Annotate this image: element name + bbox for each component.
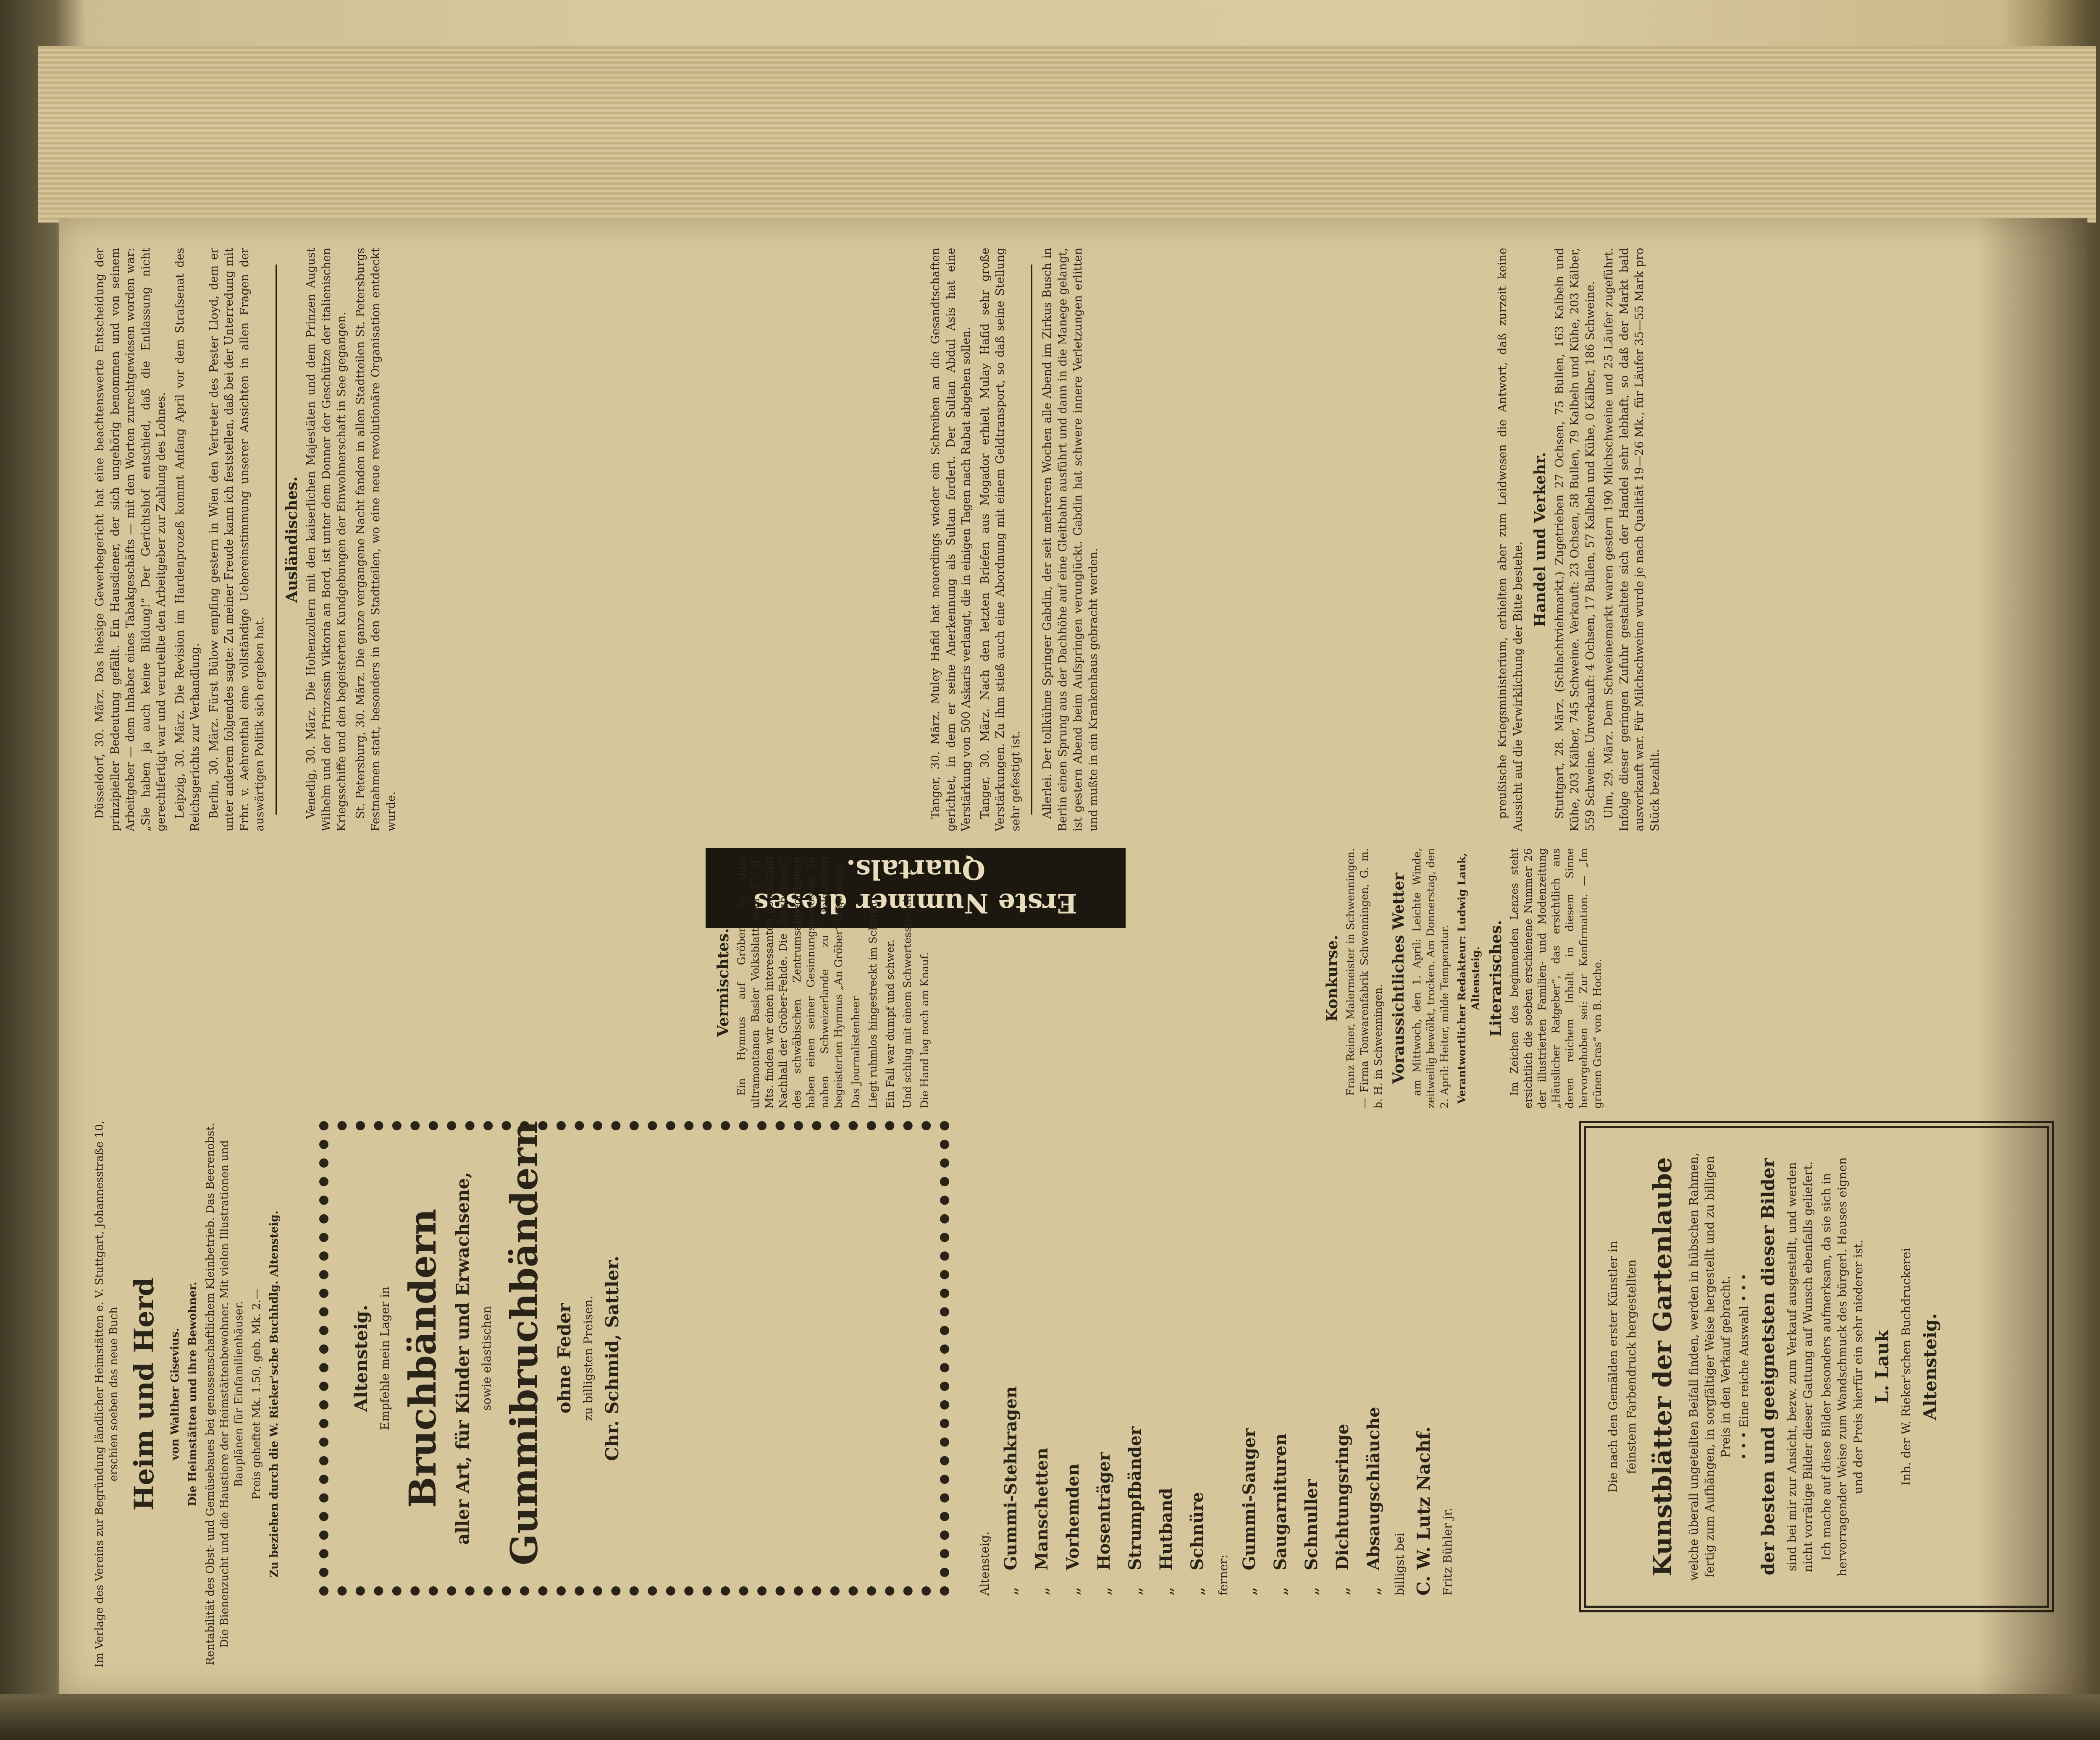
banner-text: Erste Nummer dieses Quartals. bbox=[753, 854, 1078, 919]
ad-line: welche überall ungeteilten Beifall finden, werden in hübschen Rahmen, fertig zum Aufhängen, in sorgfältiger Weise hergestellt und zu billigen Preis in den Verkauf gebracht. bbox=[1687, 1153, 1732, 1581]
ad-line: von Walther Gisevius. bbox=[169, 1328, 181, 1460]
ad-line: Rentabilität des Obst- und Gemüsebaues bei genossenschaftlichem Kleinbetrieb. Das Beerenobst. Die Bienenzucht und die Haustiere der Heimstättenbewohner. Mit vielen Illustrationen und Bauplänen für Einfamilienhäuser. bbox=[204, 1123, 245, 1665]
ad-line: feinstem Farbendruck hergestellten bbox=[1625, 1259, 1638, 1474]
redakteur-line: Verantwortlicher Redakteur: Ludwig Lauk, Altensteig. bbox=[1456, 852, 1482, 1104]
article-tanger-2: Tanger, 30. März. Nach den letzten Briefen aus Mogador erhielt Mulay Hafid sehr große Verstärkungen. Zu ihm stieß auch eine Abordnung mit einem Geldtransport, so daß seine Stellung sehr gefestigt ist. bbox=[978, 248, 1022, 831]
heading-vermischtes: Vermischtes. bbox=[714, 928, 732, 1037]
article-tanger-1: Tanger, 30. März. Muley Hafid hat neuerdings wieder ein Schreiben an die Gesandtschaften gerichtet, in dem er seine Anerkennung als Sultan fordert. Der Sultan Abdul Asis hat eine Verstärkung von 500 Askaris verlangt, die in einigen Tagen nach Rabat abgehen sollen. bbox=[929, 248, 973, 831]
ad-line: billigst bei bbox=[1393, 1533, 1407, 1596]
ad-merchant: Chr. Schmid, Sattler. bbox=[602, 1255, 622, 1461]
article-allerlei: Allerlei. Der tollkühne Springer Gabdin, der seit mehreren Wochen alle Abend im Zirkus Busch in Berlin einen Sprung aus der Dachhöhe auf eine Gleitbahn ausführt und dann in die Manege gelangt, ist gestern Abend beim Aufspringen verunglückt. Gabdin hat schwere innere Verletzungen erlitten und mußte in ein Krankenhaus gebracht werden. bbox=[1041, 248, 1100, 831]
list-item: „Hosenträger bbox=[1094, 1452, 1114, 1596]
ad-line: ohne Feder bbox=[554, 1303, 575, 1414]
ad-owner: Fritz Bühler jr. bbox=[1441, 1507, 1454, 1596]
ad-merchant: C. W. Lutz Nachf. bbox=[1413, 1426, 1434, 1596]
heading-auslaendisches: Ausländisches. bbox=[283, 476, 301, 603]
heading-literarisches: Literarisches. bbox=[1487, 920, 1505, 1037]
article-duesseldorf: Düsseldorf, 30. März. Das hiesige Gewerbegericht hat eine beachtenswerte Entscheidung der prinzipieller Bedeutung gefällt. Ein Hausdiener, der sich ungehörig benommen und von seinem Arbeitgeber — dem Inhaber eines Tabakgeschäfts — mit den Worten zurechtgewiesen worden war: „Sie haben ja auch keine Bildung!“ Der Gerichtshof entschied, daß die Entlassung nicht gerechtfertigt war und verurteilte den Arbeitgeber zur Zahlung des Lohnes. bbox=[93, 248, 168, 831]
ad-gummi bbox=[966, 1121, 1567, 1612]
ad-line: Ich mache auf diese Bilder besonders aufmerksam, da sie sich in hervorragender Weise zum Wandschmuck des bürgerl. Hauses eignen und der Preis hierfür ein sehr niederer ist. bbox=[1819, 1157, 1865, 1576]
article-stuttgart: Stuttgart, 28. März. (Schlachtviehmarkt.) Zugetrieben 27 Ochsen, 75 Bullen, 163 Kalbeln und Kühe, 203 Kälber, 745 Schweine. Verkauft: 23 Ochsen, 58 Bullen, 79 Kalbeln und Kühe, 203 Kälber, 559 Schweine. Unverkauft: 4 Ochsen, 17 Bullen, 57 Kalbeln und Kühe, 0 Kälber, 186 Schweine. bbox=[1553, 248, 1597, 831]
ad-headline: Heim und Herd bbox=[129, 1277, 160, 1511]
ad-line: zu billigsten Preisen. bbox=[581, 1295, 595, 1421]
article-petersburg: St. Petersburg, 30. März. Die ganze vergangene Nacht fanden in allen Stadtteilen St. Petersburgs Festnahmen statt, besonders in den Stadtteilen, wo eine neue revolutionäre Organisation entdeckt wurde. bbox=[354, 248, 398, 831]
heading-konkurse: Konkurse. bbox=[1323, 935, 1341, 1022]
article-wetter: am Mittwoch, den 1. April: Leichte Winde, zeitweilig bewölkt, trocken. Am Donnerstag, den 2. April: Heiter, milde Temperatur. bbox=[1411, 848, 1451, 1108]
list-item: „Gummi-Stehkragen bbox=[1001, 1386, 1021, 1596]
list-item: „Hutband bbox=[1156, 1488, 1176, 1596]
ad-line: sind bei mir zur Ansicht, bezw. zum Verkauf ausgestellt, und werden nicht vorrätige Bilder dieser Gattung auf Wunsch ebenfalls geliefert. bbox=[1785, 1161, 1815, 1572]
poem-line: Und schlug mit einem Schwertesstreich bbox=[901, 895, 914, 1108]
list-item: „Vorhemden bbox=[1063, 1463, 1083, 1596]
heading-wetter: Voraussichtliches Wetter bbox=[1390, 873, 1407, 1084]
ad-line: Inh. der W. Rieker'schen Buchdruckerei bbox=[1899, 1248, 1913, 1486]
column-2 bbox=[928, 248, 1474, 831]
ad-merchant: L. Lauk bbox=[1872, 1330, 1893, 1404]
ad-line: Zu beziehen durch die W. Rieker'sche Buchhdlg. Altensteig. bbox=[268, 1211, 281, 1578]
ad-line: aller Art, für Kinder und Erwachsene, bbox=[452, 1171, 473, 1545]
list-item: „Absaugschläuche bbox=[1364, 1407, 1383, 1596]
poem-line: Liegt ruhmlos hingestreckt im Schacht; bbox=[867, 897, 879, 1108]
heading-handel: Handel und Verkehr. bbox=[1531, 452, 1549, 627]
ad-headline: Kunstblätter der Gartenlaube bbox=[1648, 1157, 1677, 1577]
list-item: „Gummi-Sauger bbox=[1239, 1428, 1259, 1596]
article-gröber: Ein Hymnus auf Gröber. In dem ultramontanen Basler Volksblatt vom 27. d. Mts. finden wir einen interessanten poetischen Nachhall der Gröber-Fehde. Die „Saubengels“ des schwäbischen Zentrumsabgeordneten haben einen seiner Gesinnungsgenossen in nahen Schweizerlande zu folgendem begeisterten Hymnus „An Gröber“ begeistert: bbox=[735, 857, 845, 1108]
ad-town: Altensteig. bbox=[351, 1305, 371, 1412]
article-leipzig: Leipzig, 30. März. Die Revision im Hardenprozeß kommt Anfang April vor dem Strafsenat des Reichsgerichts zur Verhandlung. bbox=[173, 248, 202, 831]
ad-bruchbaender bbox=[319, 1121, 949, 1596]
ad-line: Die Heimstätten und ihre Bewohner. bbox=[186, 1281, 199, 1507]
list-item: „Saugarnituren bbox=[1270, 1433, 1290, 1596]
list-item: „Schnüre bbox=[1187, 1491, 1207, 1596]
ad-town: Altensteig. bbox=[1920, 1313, 1940, 1420]
ad-headline: Bruchbändern bbox=[401, 1208, 444, 1508]
ad-heim-und-herd bbox=[92, 1117, 311, 1671]
list-item: „Schnuller bbox=[1302, 1479, 1321, 1596]
poem-line: Ein Fall war dumpf und schwer. bbox=[884, 939, 896, 1108]
list-item: „Manschetten bbox=[1032, 1447, 1052, 1596]
ad-line: sowie elastischen bbox=[480, 1306, 494, 1411]
column-5 bbox=[1319, 848, 2054, 1108]
book-bottom-edge bbox=[0, 1694, 2100, 1740]
ad-line: Die nach den Gemälden erster Künstler in bbox=[1606, 1241, 1620, 1493]
column-4 bbox=[1495, 248, 2054, 831]
article-berlin: Berlin, 30. März. Fürst Bülow empfing gestern in Wien den Vertreter des Pester Lloyd, dem er unter anderem folgendes sagte: Zu meiner Freude kann ich feststellen, daß bei der Unterredung mit Frhr. v. Aehrenthal eine vollständige Uebereinstimmung unserer Ansichten in allen Fragen der auswärtigen Politik sich ergeben hat. bbox=[207, 248, 266, 831]
list-item: „Strumpfbänder bbox=[1125, 1426, 1145, 1596]
newspaper-page bbox=[59, 218, 2087, 1696]
ad-line: ferner: bbox=[1216, 1554, 1230, 1596]
article-konkurse: Franz Reiner, Malermeister in Schwenningen. — Firma Tonwarenfabrik Schwenningen, G. m. b. H. in Schwenningen. bbox=[1344, 848, 1384, 1108]
ad-line: Empfehle mein Lager in bbox=[378, 1286, 392, 1431]
divider bbox=[1031, 265, 1032, 815]
ad-town: Altensteig. bbox=[978, 1531, 992, 1596]
divider bbox=[276, 265, 277, 815]
book-gutter-shadow bbox=[1978, 218, 2087, 1696]
rotated-content bbox=[59, 218, 2087, 1696]
poem-line: Das Journalistenheer bbox=[850, 996, 862, 1108]
article-literarisches: Im Zeichen des beginnenden Lenzes steht ersichtlich die soeben erschienene Nummer 26 der illustrierten Familien- und Modenzeitung „Häuslicher Ratgeber“, das ersichtlich aus deren reichem Inhalt in diesem Sinne hervorgehoben sei: Zur Konfirmation. — „Im grünen Gras“ von B. Hoche. bbox=[1508, 848, 1604, 1108]
poem-line: Die Hand lag noch am Knauf. bbox=[919, 952, 931, 1108]
ad-line: der besten und geeignetsten dieser Bilder bbox=[1758, 1158, 1778, 1575]
list-item: „Dichtungsringe bbox=[1333, 1423, 1352, 1596]
column-1 bbox=[92, 248, 911, 831]
ad-line: • • • Eine reiche Auswahl • • • bbox=[1737, 1274, 1751, 1460]
page-edges bbox=[38, 46, 2096, 223]
ad-line: Preis geheftet Mk. 1.50, geb. Mk. 2.— bbox=[250, 1289, 263, 1499]
ad-line: Im Verlage des Vereins zur Begründung ländlicher Heimstätten e. V. Stuttgart, Johannesstraße 10, erschien soeben das neue Buch bbox=[93, 1120, 120, 1668]
article-ulm: Ulm, 29. März. Dem Schweinemarkt waren gestern 190 Milchschweine und 25 Läufer zugeführt. Infolge dieser geringen Zufuhr gestaltete sich der Handel sehr lebhaft, so daß der Markt bald ausverkauft war. Für Milchschweine wurde je nach Qualität 19—26 Mk., für Läufer 35—55 Mark pro Stück bezahlt. bbox=[1602, 248, 1662, 831]
column-3 bbox=[710, 857, 1298, 1108]
article-venedig: Venedig, 30. März. Die Hohenzollern mit den kaiserlichen Majestäten und dem Prinzen August Wilhelm und der Prinzessin Viktoria an Bord, ist unter dem Donner der Geschütze der italienischen Kriegsschiffe und den begeisterten Kundgebungen der Einwohnerschaft in See gegangen. bbox=[304, 248, 348, 831]
ad-headline: Gummibruchbändern bbox=[502, 1121, 546, 1565]
article-ministerium: preußische Kriegsministerium, erhielten aber zum Leidwesen die Antwort, daß zurzeit keine Aussicht auf die Verwirklichung der Bitte bestehe. bbox=[1496, 248, 1525, 831]
